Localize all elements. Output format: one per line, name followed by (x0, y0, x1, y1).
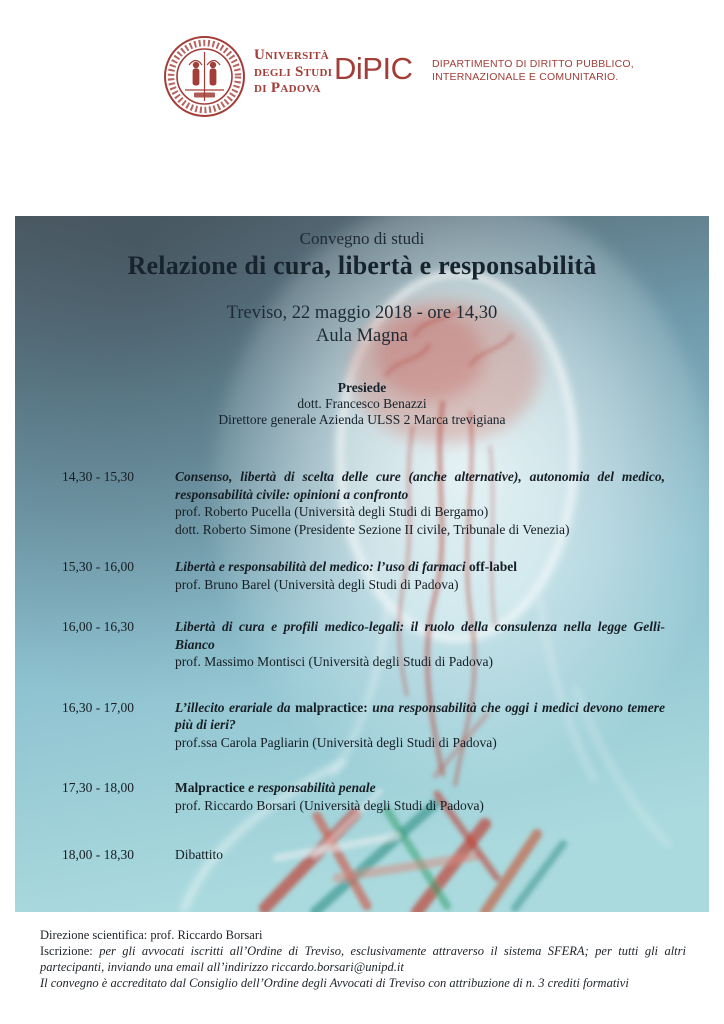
chair-role: Direttore generale Azienda ULSS 2 Marca trevigiana (218, 412, 506, 427)
department-acronym: DiPIC (334, 51, 413, 86)
schedule-speaker: prof.ssa Carola Pagliarin (Università degli Studi di Padova) (175, 734, 497, 750)
text-segment: Consenso, libertà di scelta delle cure (anche alternative), autonomia del medico, responsabilità civile: opinioni a confronto (175, 469, 665, 502)
footer-line (40, 943, 686, 975)
event-venue: Aula Magna (316, 326, 408, 346)
text-segment: Malpractice (175, 780, 245, 795)
university-name-line: degli Studi (254, 63, 333, 80)
schedule-speaker: dott. Roberto Simone (Presidente Sezione II civile, Tribunale di Venezia) (175, 521, 570, 537)
schedule-speaker: prof. Riccardo Borsari (Università degli Studi di Padova) (175, 797, 484, 813)
text-segment: Dibattito (175, 847, 223, 862)
department-name-line: INTERNAZIONALE E COMUNITARIO. (432, 71, 619, 83)
schedule-row (62, 699, 665, 752)
schedule-session-title (175, 846, 665, 864)
schedule-content (175, 699, 665, 752)
schedule-speaker: prof. Massimo Montisci (Università degli Studi di Padova) (175, 654, 493, 669)
footer (40, 927, 686, 991)
chair-label: Presiede (337, 380, 387, 395)
schedule-time: 14,30 - 15,30 (62, 469, 134, 484)
schedule-time: 15,30 - 16,00 (62, 559, 134, 574)
text-segment: L’illecito erariale da (175, 699, 296, 715)
schedule-row (62, 558, 665, 593)
schedule-speaker: prof. Bruno Barel (Università degli Studi di Padova) (175, 576, 459, 592)
university-seal-icon (163, 35, 246, 118)
poster (15, 216, 709, 912)
schedule-speaker: prof. Roberto Pucella (Università degli Studi di Bergamo) (175, 504, 489, 519)
text-segment: una responsabilità che oggi i medici devono temere più di ieri? (175, 699, 665, 732)
schedule-time: 17,30 - 18,00 (62, 780, 134, 795)
text-segment: e responsabilità penale (244, 780, 376, 795)
university-name (254, 47, 332, 97)
footer-line (40, 975, 686, 991)
schedule-row (62, 779, 665, 814)
schedule-content (175, 558, 665, 593)
text-segment: Libertà di cura e profili medico-legali: il ruolo della consulenza nella legge Gelli-Bianco (175, 619, 665, 652)
schedule-session-title (175, 558, 665, 576)
text-segment: malpractice: (295, 699, 368, 715)
schedule-session-title (175, 618, 665, 653)
schedule-row (62, 468, 665, 538)
text-segment: per gli avvocati iscritti all’Ordine di Treviso, esclusivamente attraverso il sistema SFERA; per tutti gli altri partecipanti, inviando una email all’indirizzo riccardo.borsari@unipd.it (40, 944, 686, 974)
chair-block (15, 380, 709, 428)
university-name-line: Università (254, 47, 329, 63)
schedule-time: 18,00 - 18,30 (62, 847, 134, 862)
text-segment: off-label (468, 559, 517, 574)
schedule (62, 468, 665, 864)
text-segment: Il convegno è accreditato dal Consiglio dell’Ordine degli Avvocati di Treviso con attribuzione di n. 3 crediti formativi (40, 976, 629, 990)
chair-name: dott. Francesco Benazzi (297, 396, 427, 411)
schedule-time: 16,30 - 17,00 (62, 699, 134, 715)
schedule-row (62, 846, 665, 864)
university-name-line: di Padova (254, 80, 321, 96)
schedule-row (62, 618, 665, 671)
text-segment: Direzione scientifica: prof. Riccardo Borsari (40, 928, 263, 942)
schedule-content (175, 468, 665, 538)
schedule-session-title (175, 699, 665, 734)
department-name (432, 58, 634, 84)
schedule-session-title (175, 468, 665, 503)
footer-line (40, 927, 686, 943)
department-name-line: DIPARTIMENTO DI DIRITTO PUBBLICO, (432, 58, 634, 70)
text-segment: Libertà e responsabilità del medico: l’uso di farmaci (175, 559, 469, 574)
text-segment: Iscrizione: (40, 944, 100, 958)
schedule-content (175, 779, 665, 814)
event-kicker: Convegno di studi (299, 229, 425, 248)
schedule-session-title (175, 779, 665, 797)
event-date-line: Treviso, 22 maggio 2018 - ore 14,30 (226, 303, 498, 323)
header (0, 0, 724, 150)
schedule-time: 16,00 - 16,30 (62, 619, 134, 634)
schedule-content (175, 846, 665, 864)
page-title: Relazione di cura, libertà e responsabilità (127, 251, 597, 280)
schedule-content (175, 618, 665, 671)
